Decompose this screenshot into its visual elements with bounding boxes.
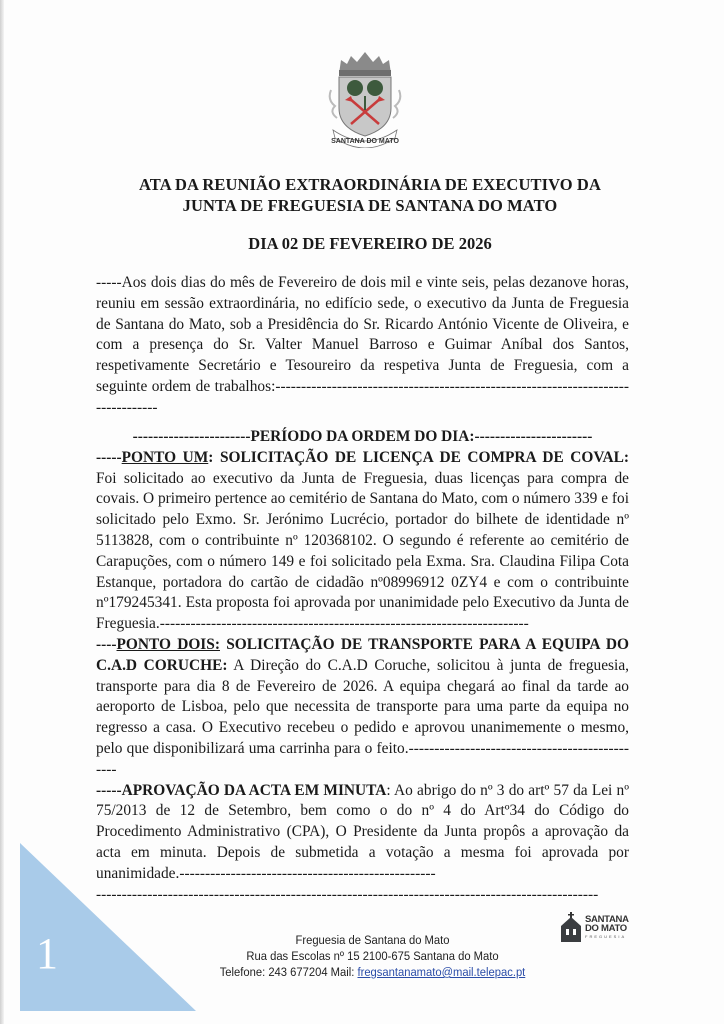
document-title — [110, 174, 630, 216]
item-3-text: : Ao abrigo do nº 3 do artº 57 da Lei nº 75/2013 de 12 de Setembro, bem como o do nº 4 do Artº34 do Código do Procedimento Administrativo (CPA), O Presidente da Junta propôs a aprovação da acta em minuta. Depois de submetida a votação a mesma foi aprovada por unanimidade. — [96, 781, 629, 882]
footer-logo — [559, 912, 649, 944]
item-2-text: A Direção do C.A.D Coruche, solicitou à junta de freguesia, transporte para dia 8 de Fevereiro de 2026. A equipa chegará ao final da tarde ao aeroporto de Lisboa, pelo que necessita de transporte para uma parte da equipa no regresso a casa. O Executivo recebeu o pedido e aprovou unanimemente o mesmo, pelo que disponibilizará uma carrinha para o feito. — [96, 656, 629, 757]
item-1-text: Foi solicitado ao executivo da Junta de Freguesia, duas licenças para compra de covais. O primeiro pertence ao cemitério de Santana do Mato, com o número 339 e foi solicitado pelo Exmo. Sr. Jerónimo Lucrécio, portador do bilhete de identidade nº 5113828, com o contribuinte nº 120368102. O segundo é referente ao cemitério de Carapuções, com o número 149 e foi solicitado pela Exma. Sra. Claudina Filipa Cota Estanque, portadora do cartão de cidadão nº08996912 0ZY4 e com o contribuinte nº179245341. Esta proposta foi aprovada por unanimidade pelo Executivo da Junta de Freguesia. — [96, 469, 629, 633]
closing-dashes: -------------------------------------------------------------------------------------------------- — [96, 885, 599, 903]
item-1-label: PONTO UM — [121, 448, 209, 466]
item-1-dashes: ------------------------------------------------------------------------ — [159, 615, 529, 633]
intro-dashes: --------------------------------------------------------------------------------- — [96, 377, 629, 416]
item-2-dashes: ----------------------------------------------- — [96, 739, 629, 778]
item-3-dashes: -------------------------------------------------- — [179, 864, 436, 882]
title-line-2: JUNTA DE FREGUESIA DE SANTANA DO MATO — [182, 196, 558, 215]
page-edge-shadow — [0, 0, 4, 1024]
svg-text:SANTANA DO MATO: SANTANA DO MATO — [331, 138, 399, 145]
footer-phone: Telefone: 243 677204 Mail: — [219, 965, 358, 979]
logo-subtitle: FREGUESIA — [585, 934, 627, 939]
footer-address: Rua das Escolas nº 15 2100-675 Santana do Mato — [246, 949, 499, 963]
logo-line-2: DO MATO — [585, 923, 627, 934]
agenda-section — [96, 427, 629, 905]
agenda-heading: -----------------------PERÍODO DA ORDEM DO DIA:----------------------- — [132, 428, 593, 445]
item-3-prefix: ----- — [96, 781, 122, 799]
agenda-item-3 — [96, 781, 629, 885]
footer-phone-mail — [214, 964, 531, 980]
title-line-1: ATA DA REUNIÃO EXTRAORDINÁRIA DE EXECUTIVO DA — [139, 175, 601, 194]
meeting-date: DIA 02 DE FEVEREIRO DE 2026 — [248, 234, 492, 253]
footer-contact — [214, 932, 531, 980]
item-2-prefix: ---- — [96, 635, 117, 653]
logo-line-1: SANTANA — [585, 914, 629, 925]
item-2-label: PONTO DOIS: — [116, 635, 220, 653]
item-1-title: : SOLICITAÇÃO DE LICENÇA DE COMPRA DE COVAL: — [208, 448, 629, 466]
footer-org-name: Freguesia de Santana do Mato — [295, 933, 450, 947]
intro-text: -----Aos dois dias do mês de Fevereiro de dois mil e vinte seis, pelas dezanove horas, reuniu em sessão extraordinária, no edifício sede, o executivo da Junta de Freguesia de Santana do Mato, sob a Presidência do Sr. Ricardo António Vicente de Oliveira, e com a presença do Sr. Valter Manuel Barroso e Guimar Aníbal dos Santos, respetivamente Secretário e Tesoureiro da respetiva Junta de Freguesia, com a seguinte ordem de trabalhos: — [96, 274, 629, 395]
intro-paragraph — [96, 273, 629, 419]
footer-logo-text — [585, 915, 629, 933]
footer-email-link[interactable]: fregsantanamato@mail.telepac.pt — [357, 965, 526, 979]
page-number: 1 — [36, 929, 58, 978]
agenda-item-1 — [96, 448, 629, 635]
item-2-title: SOLICITAÇÃO DE TRANSPORTE PARA A EQUIPA DO C.A.D CORUCHE: — [96, 635, 629, 674]
item-3-title: APROVAÇÃO DA ACTA EM MINUTA — [121, 781, 387, 799]
item-1-prefix: ----- — [96, 448, 122, 466]
coat-of-arms-icon — [327, 50, 403, 148]
church-building-icon — [559, 912, 583, 942]
agenda-item-2 — [96, 635, 629, 781]
